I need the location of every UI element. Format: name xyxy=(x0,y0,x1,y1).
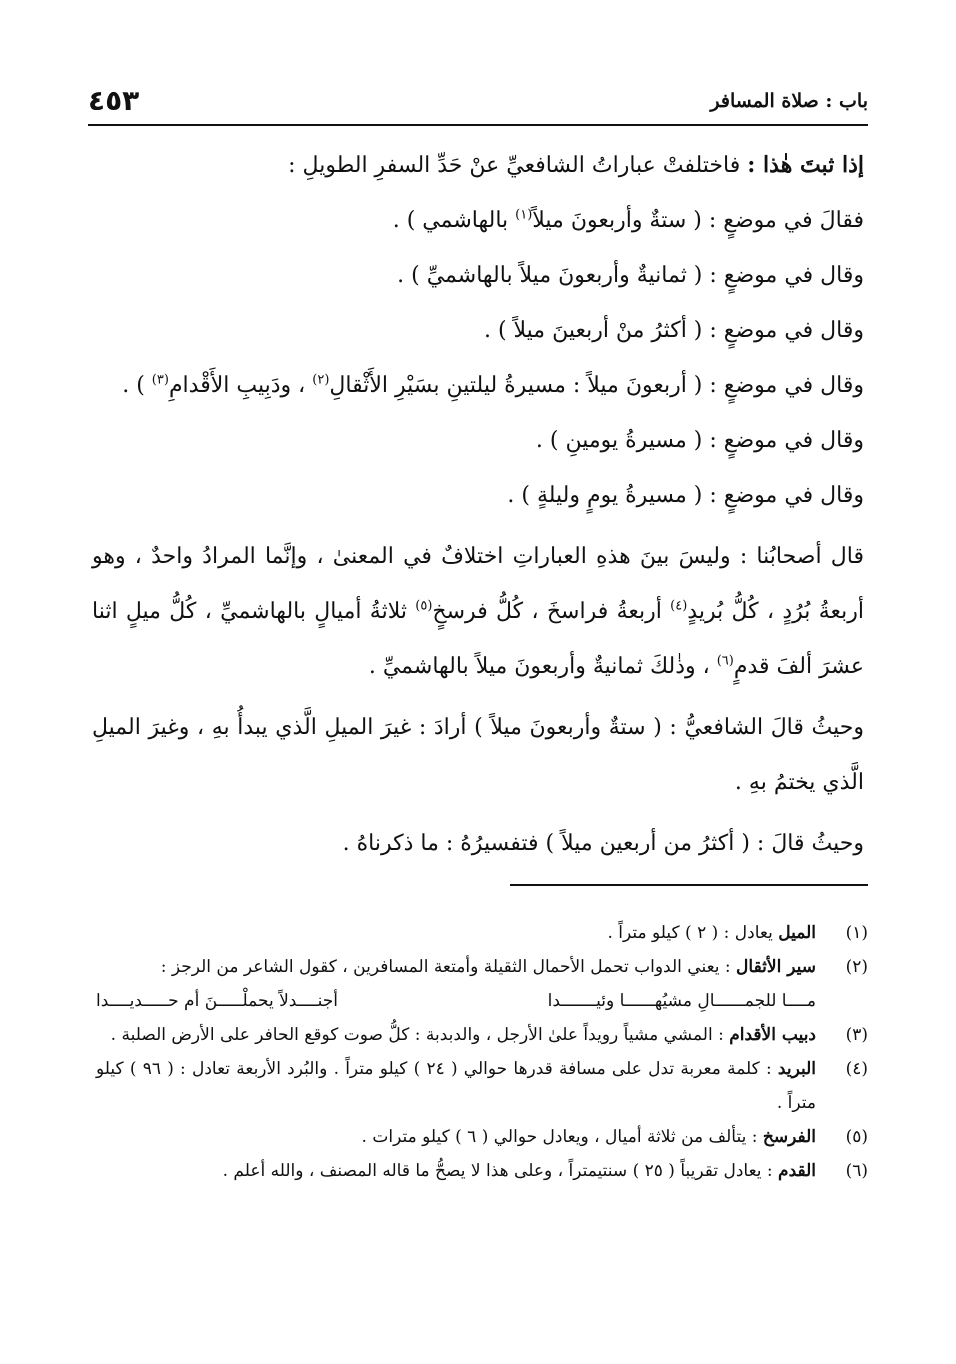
footnote-number: (٥) xyxy=(845,1127,868,1147)
paragraph-1-lead: إذا ثبتَ هٰذا : xyxy=(747,152,864,178)
footnote-text: يعادل : ( ٢ ) كيلو متراً . xyxy=(607,923,779,943)
footnote-4 xyxy=(96,1052,868,1120)
footnote-2 xyxy=(96,950,868,984)
footnote-term: القدم xyxy=(778,1161,816,1181)
footnote-ref-6[interactable]: (٦) xyxy=(716,653,734,669)
footnote-1 xyxy=(96,916,868,950)
footnotes xyxy=(96,916,868,1188)
paragraph-3: وقال في موضعٍ : ( ثمانيةٌ وأربعونَ ميلاً بالهاشميِّ ) . xyxy=(397,263,864,288)
footnote-number: (٤) xyxy=(845,1059,868,1079)
footnote-text: : يعني الدواب تحمل الأحمال الثقيلة وأمتعة المسافرين ، كقول الشاعر من الرجز : xyxy=(160,957,737,977)
footnote-5 xyxy=(96,1120,868,1154)
footnote-3 xyxy=(96,1018,868,1052)
paragraph-2-text-a: فقالَ في موضعٍ : ( ستةٌ وأربعونَ ميلاً xyxy=(532,208,864,233)
verse-hemistich-2: أجنــــدلاً يحملْـــــنَ أم حـــــديــــدا xyxy=(96,991,339,1011)
footnote-text: : يعادل تقريباً ( ٢٥ ) سنتيمتراً ، وعلى هذا لا يصحُّ ما قاله المصنف ، والله أعلم . xyxy=(222,1161,779,1181)
footnote-term: دبيب الأقدام xyxy=(729,1025,816,1045)
paragraph-8 xyxy=(92,529,864,694)
paragraph-1 xyxy=(92,138,864,193)
footnote-number: (٢) xyxy=(845,957,868,977)
paragraph-1-text: فاختلفتْ عباراتُ الشافعيِّ عنْ حَدِّ السفرِ الطويلِ : xyxy=(288,153,748,178)
footnote-text: : كلمة معربة تدل على مسافة قدرها حوالي ( ٢٤ ) كيلو متراً . والبُرد الأربعة تعادل : ( ٩٦ ) كيلو متراً . xyxy=(96,1059,816,1113)
footnote-term: سير الأثقال xyxy=(736,957,816,977)
paragraph-10: وحيثُ قالَ : ( أكثرُ من أربعين ميلاً ) فتفسيرُهُ : ما ذكرناهُ . xyxy=(342,831,864,856)
footnote-ref-5[interactable]: (٥) xyxy=(415,598,433,614)
footnote-term: الفرسخ xyxy=(762,1127,816,1147)
main-text xyxy=(92,138,864,871)
paragraph-5-text-b: ، ودَبِيبِ الأَقْدامِ xyxy=(168,373,313,398)
paragraph-8-text-b: أربعةُ فراسخَ ، كُلُّ فرسخٍ xyxy=(432,599,671,624)
header-rule xyxy=(88,124,868,126)
footnote-number: (٣) xyxy=(845,1025,868,1045)
footnote-text: : يتألف من ثلاثة أميال ، ويعادل حوالي ( ٦ ) كيلو مترات . xyxy=(361,1127,763,1147)
paragraph-5-text-c: ) . xyxy=(122,373,152,398)
paragraph-2-text-b: بالهاشمي ) . xyxy=(392,208,516,233)
verse-hemistich-1: مــــا للجمــــــالِ مشيُهــــــا وئيـــــــدا xyxy=(547,991,816,1011)
footnote-number: (٦) xyxy=(845,1161,868,1181)
footnote-ref-1[interactable]: (١) xyxy=(515,207,533,223)
paragraph-4: وقال في موضعٍ : ( أكثرُ منْ أربعينَ ميلاً ) . xyxy=(483,318,864,343)
footnote-number: (١) xyxy=(845,923,868,943)
paragraph-8-text-d: ، وذٰلكَ ثمانيةٌ وأربعونَ ميلاً بالهاشميِّ . xyxy=(368,654,717,679)
paragraph-6: وقال في موضعٍ : ( مسيرةُ يومينِ ) . xyxy=(535,428,864,453)
chapter-title: باب : صلاة المسافر xyxy=(710,90,868,112)
poetry-verse xyxy=(96,984,868,1018)
paragraph-5-text-a: وقال في موضعٍ : ( أربعونَ ميلاً : مسيرةُ ليلتينِ بسَيْرِ الأَثْقالِ xyxy=(329,373,864,398)
footnote-term: الميل xyxy=(778,923,816,943)
page-number: ٤٥٣ xyxy=(88,84,140,117)
footnote-term: البريد xyxy=(777,1059,816,1079)
footnote-ref-3[interactable]: (٣) xyxy=(151,372,169,388)
footnote-ref-2[interactable]: (٢) xyxy=(312,372,330,388)
footnote-text: : المشي مشياً رويداً علىٰ الأرجل ، والدبدبة : كلُّ صوت كوقع الحافر على الأرض الصلبة . xyxy=(110,1025,730,1045)
running-head xyxy=(88,84,868,124)
paragraph-9: وحيثُ قالَ الشافعيُّ : ( ستةٌ وأربعونَ ميلاً ) أرادَ : غيرَ الميلِ الَّذي يبدأُ بهِ ، وغيرَ الميلِ الَّذي يختمُ بهِ . xyxy=(92,715,864,795)
paragraph-8-text-a: قال أصحابُنا : وليسَ بينَ هذهِ العباراتِ اختلافٌ في المعنىٰ ، وإنَّما المرادُ واحدٌ ، وهو أربعةُ بُرُدٍ ، كُلُّ بُريدٍ xyxy=(92,544,864,624)
footnote-rule xyxy=(510,884,868,886)
paragraph-8-text-c: ثلاثةُ أميالٍ بالهاشميِّ ، كُلُّ ميلٍ اثنا عشرَ ألفَ قدمٍ xyxy=(92,599,864,679)
paragraph-2 xyxy=(92,193,864,248)
footnote-6 xyxy=(96,1154,868,1188)
paragraph-7: وقال في موضعٍ : ( مسيرةُ يومٍ وليلةٍ ) . xyxy=(507,483,864,508)
footnote-ref-4[interactable]: (٤) xyxy=(670,598,688,614)
paragraph-5 xyxy=(92,358,864,413)
